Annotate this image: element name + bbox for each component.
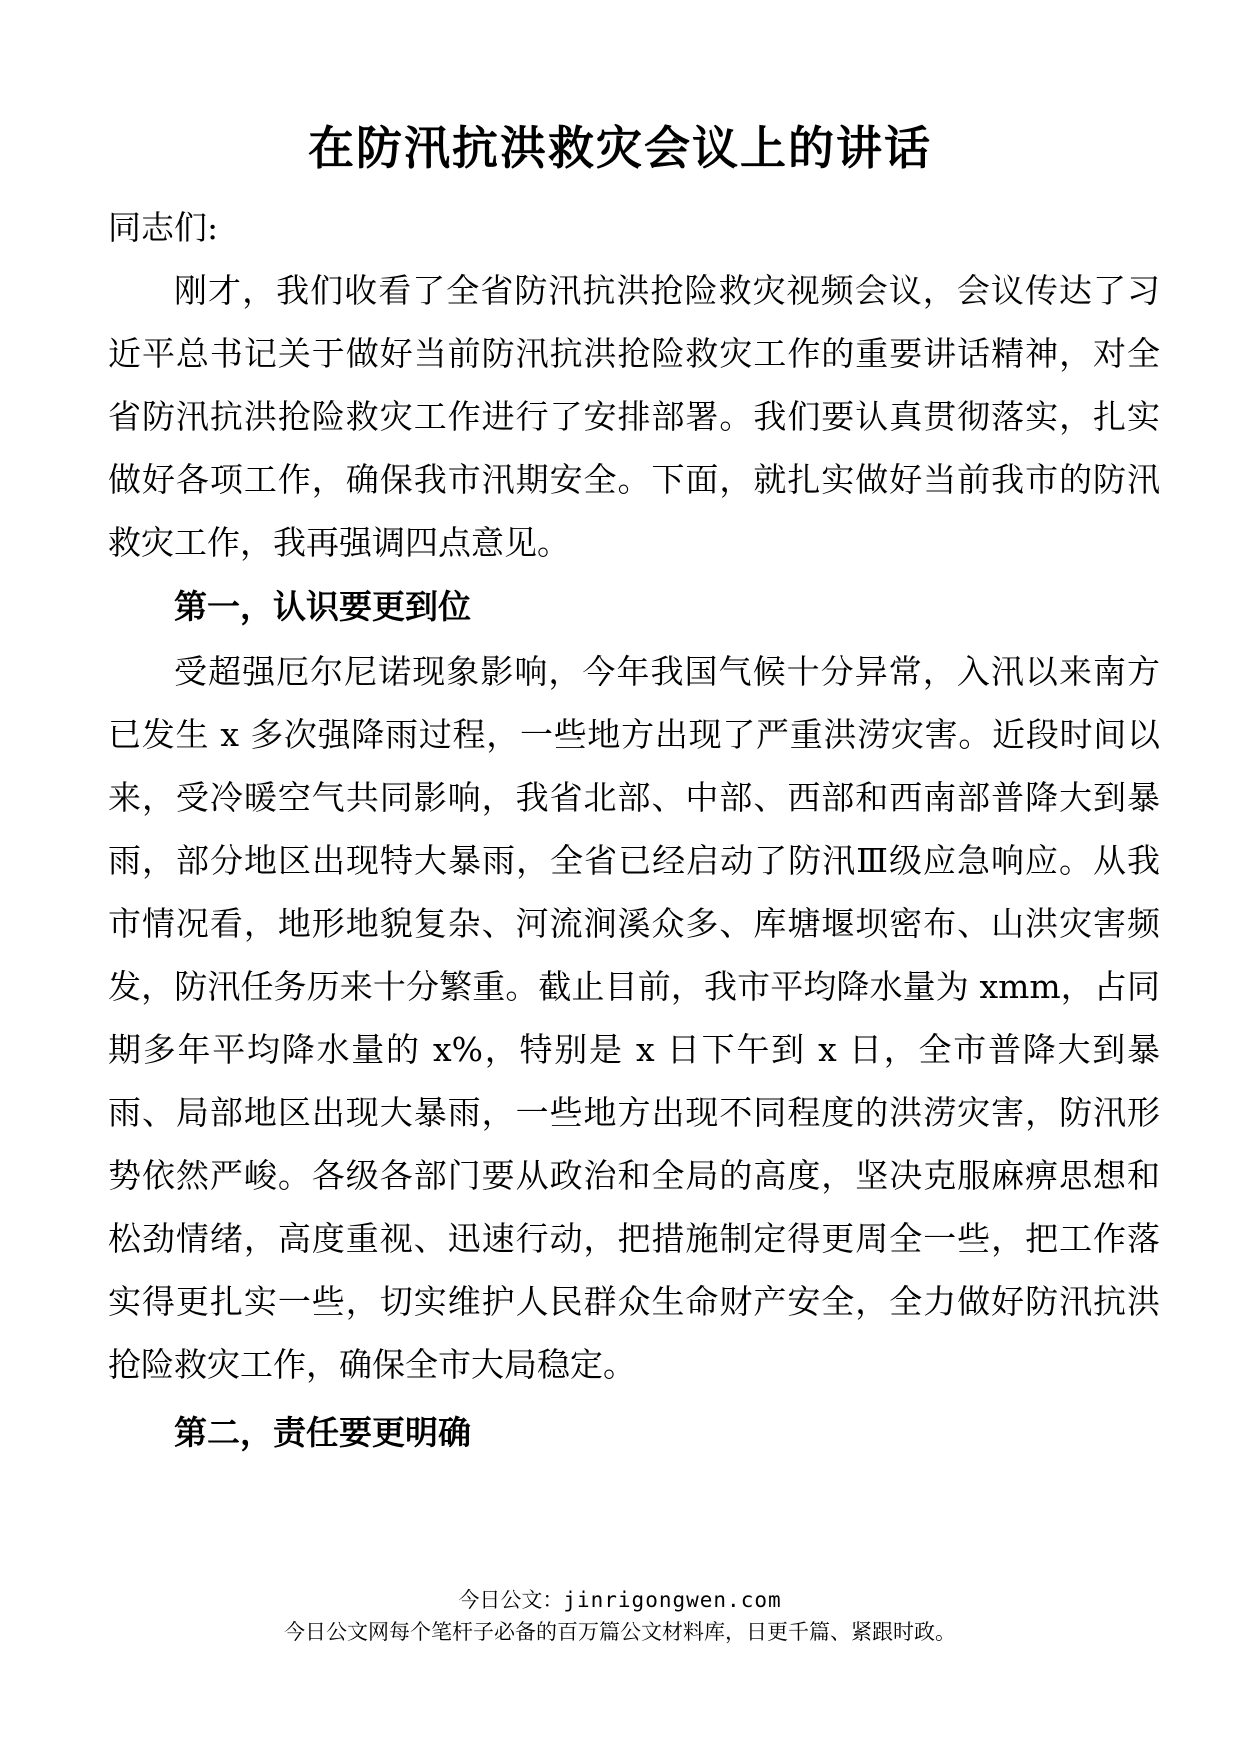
paragraph-section-1: 受超强厄尔尼诺现象影响，今年我国气候十分异常，入汛以来南方已发生 x 多次强降雨过程，一些地方出现了严重洪涝灾害。近段时间以来，受冷暖空气共同影响，我省北部、中部、西部和西南部普降大到暴雨，部分地区出现特大暴雨，全省已经启动了防汛Ⅲ级应急响应。从我市情况看，地形地貌复杂、河流涧溪众多、库塘堰坝密布、山洪灾害频发，防汛任务历来十分繁重。截止目前，我市平均降水量为 xmm，占同期多年平均降水量的 x%，特别是 x 日下午到 x 日，全市普降大到暴雨、局部地区出现大暴雨，一些地方出现不同程度的洪涝灾害，防汛形势依然严峻。各级各部门要从政治和全局的高度，坚决克服麻痹思想和松劲情绪，高度重视、迅速行动，把措施制定得更周全一些，把工作落实得更扎实一些，切实维护人民群众生命财产安全，全力做好防汛抗洪抢险救灾工作，确保全市大局稳定。 xyxy=(108,652,1160,1384)
section-heading-2: 第二，责任要更明确 xyxy=(174,1413,471,1452)
salutation: 同志们: xyxy=(108,208,219,247)
paragraph-intro: 刚才，我们收看了全省防汛抗洪抢险救灾视频会议，会议传达了习近平总书记关于做好当前防汛抗洪抢险救灾工作的重要讲话精神，对全省防汛抗洪抢险救灾工作进行了安排部署。我们要认真贯彻落实，扎实做好各项工作，确保我市汛期安全。下面，就扎实做好当前我市的防汛救灾工作，我再强调四点意见。 xyxy=(108,271,1160,562)
footer-tagline: 今日公文网每个笔杆子必备的百万篇公文材料库，日更千篇、紧跟时政。 xyxy=(284,1620,956,1644)
footer-site-link[interactable]: jinrigongwen.com xyxy=(563,1588,782,1612)
footer-label: 今日公文： xyxy=(458,1588,564,1612)
page-footer xyxy=(0,1584,1240,1648)
document-title: 在防汛抗洪救灾会议上的讲话 xyxy=(308,121,932,175)
footer-source-line xyxy=(0,1584,1240,1616)
document-body xyxy=(108,196,1160,1466)
section-heading-1: 第一，认识要更到位 xyxy=(174,587,471,626)
